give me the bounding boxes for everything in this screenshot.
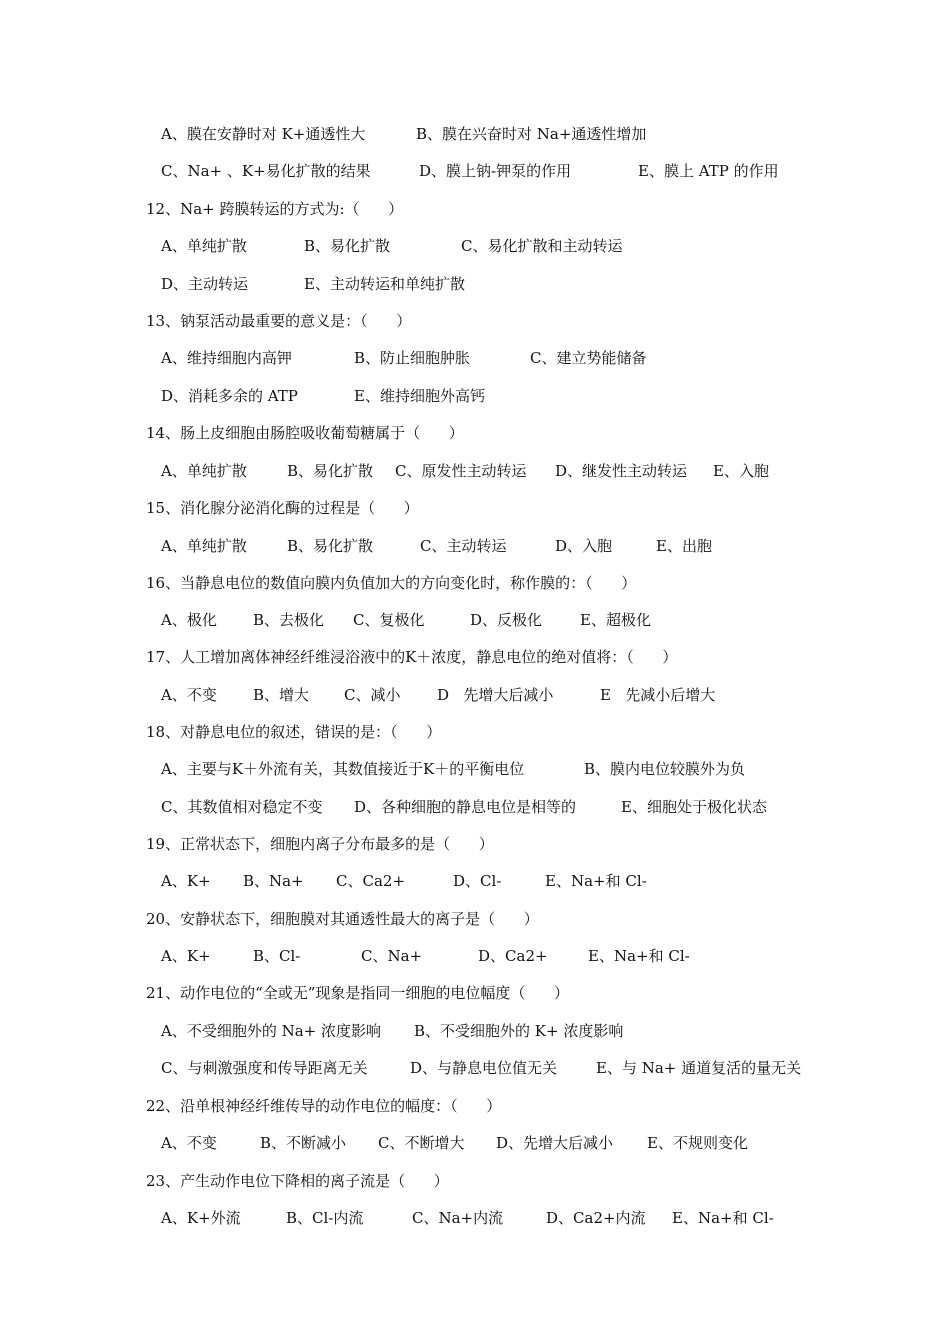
- answer-option: A、单纯扩散: [161, 537, 247, 555]
- answer-option: A、单纯扩散: [161, 237, 247, 255]
- answer-option: D、与静息电位值无关: [410, 1059, 558, 1077]
- answer-option: E、超极化: [580, 611, 651, 629]
- answer-option: C、建立势能储备: [530, 349, 647, 367]
- answer-option: B、Na+: [243, 872, 304, 890]
- answer-option: B、膜在兴奋时对 Na+通透性增加: [416, 125, 647, 143]
- answer-option: A、极化: [161, 611, 217, 629]
- answer-option: E 先减小后增大: [600, 686, 716, 704]
- answer-option: A、不变: [161, 686, 217, 704]
- options-row: [0, 682, 950, 708]
- options-row: [0, 943, 950, 969]
- answer-option: D、各种细胞的静息电位是相等的: [354, 798, 577, 816]
- answer-option: A、单纯扩散: [161, 462, 247, 480]
- options-row: [0, 868, 950, 894]
- answer-option: A、K+: [161, 947, 211, 965]
- answer-option: C、原发性主动转运: [395, 462, 527, 480]
- answer-option: E、入胞: [713, 462, 769, 480]
- answer-option: B、防止细胞肿胀: [354, 349, 471, 367]
- options-row: [0, 1130, 950, 1156]
- question-stem: 13、钠泵活动最重要的意义是：（ ）: [146, 312, 412, 330]
- answer-option: B、Cl-内流: [286, 1209, 364, 1227]
- answer-option: A、不受细胞外的 Na+ 浓度影响: [161, 1022, 382, 1040]
- options-row: [0, 458, 950, 484]
- options-row: [0, 607, 950, 633]
- options-row: [0, 794, 950, 820]
- answer-option: A、膜在安静时对 K+通透性大: [161, 125, 366, 143]
- answer-option: C、减小: [344, 686, 401, 704]
- answer-option: E、不规则变化: [647, 1134, 748, 1152]
- answer-option: B、不受细胞外的 K+ 浓度影响: [414, 1022, 624, 1040]
- answer-option: D、继发性主动转运: [555, 462, 688, 480]
- answer-option: B、易化扩散: [287, 462, 374, 480]
- answer-option: E、维持细胞外高钙: [354, 387, 485, 405]
- answer-option: A、K+: [161, 872, 211, 890]
- options-row: [0, 158, 950, 184]
- answer-option: D、主动转运: [161, 275, 249, 293]
- answer-option: E、主动转运和单纯扩散: [304, 275, 465, 293]
- answer-option: E、Na+和 Cl-: [672, 1209, 774, 1227]
- answer-option: A、维持细胞内高钾: [161, 349, 292, 367]
- question-stem: 16、当静息电位的数值向膜内负值加大的方向变化时，称作膜的：（ ）: [146, 574, 637, 592]
- options-row: [0, 1055, 950, 1081]
- answer-option: D、反极化: [470, 611, 543, 629]
- answer-option: D、膜上钠-钾泵的作用: [419, 162, 572, 180]
- answer-option: D、Ca2+内流: [546, 1209, 646, 1227]
- options-row: [0, 756, 950, 782]
- question-stem: 14、肠上皮细胞由肠腔吸收葡萄糖属于（ ）: [146, 424, 464, 442]
- options-row: [0, 383, 950, 409]
- answer-option: E、细胞处于极化状态: [621, 798, 767, 816]
- answer-option: B、不断减小: [260, 1134, 347, 1152]
- answer-option: C、Ca2+: [336, 872, 406, 890]
- answer-option: C、其数值相对稳定不变: [161, 798, 323, 816]
- answer-option: D、消耗多余的 ATP: [161, 387, 298, 405]
- answer-option: C、不断增大: [378, 1134, 465, 1152]
- question-stem: 12、Na+ 跨膜转运的方式为:（ ）: [146, 200, 404, 218]
- answer-option: C、复极化: [353, 611, 425, 629]
- options-row: [0, 345, 950, 371]
- options-row: [0, 1205, 950, 1231]
- answer-option: E、与 Na+ 通道复活的量无关: [596, 1059, 802, 1077]
- answer-option: B、易化扩散: [304, 237, 391, 255]
- answer-option: E、Na+和 Cl-: [588, 947, 690, 965]
- question-stem: 17、人工增加离体神经纤维浸浴液中的K＋浓度，静息电位的绝对值将：（ ）: [146, 648, 678, 666]
- options-row: [0, 233, 950, 259]
- answer-option: B、Cl-: [253, 947, 301, 965]
- question-stem: 18、对静息电位的叙述，错误的是：（ ）: [146, 723, 442, 741]
- answer-option: D、Ca2+: [478, 947, 548, 965]
- answer-option: B、膜内电位较膜外为负: [584, 760, 746, 778]
- question-stem: 22、沿单根神经纤维传导的动作电位的幅度：（ ）: [146, 1097, 502, 1115]
- answer-option: C、Na+ 、K+易化扩散的结果: [161, 162, 371, 180]
- question-stem: 23、产生动作电位下降相的离子流是（ ）: [146, 1172, 449, 1190]
- answer-option: E、Na+和 Cl-: [545, 872, 647, 890]
- options-row: [0, 1018, 950, 1044]
- answer-option: D 先增大后减小: [437, 686, 554, 704]
- question-stem: 20、安静状态下，细胞膜对其通透性最大的离子是（ ）: [146, 910, 539, 928]
- options-row: [0, 533, 950, 559]
- answer-option: C、Na+内流: [412, 1209, 504, 1227]
- question-stem: 21、动作电位的“全或无”现象是指同一细胞的电位幅度（ ）: [146, 984, 570, 1002]
- answer-option: D、Cl-: [453, 872, 502, 890]
- answer-option: D、先增大后减小: [496, 1134, 614, 1152]
- answer-option: E、膜上 ATP 的作用: [638, 162, 779, 180]
- answer-option: C、与刺激强度和传导距离无关: [161, 1059, 368, 1077]
- answer-option: C、易化扩散和主动转运: [461, 237, 623, 255]
- answer-option: C、Na+: [361, 947, 423, 965]
- answer-option: B、去极化: [253, 611, 325, 629]
- question-stem: 19、正常状态下，细胞内离子分布最多的是（ ）: [146, 835, 494, 853]
- answer-option: B、易化扩散: [287, 537, 374, 555]
- options-row: [0, 271, 950, 297]
- answer-option: D、入胞: [555, 537, 613, 555]
- answer-option: A、K+外流: [161, 1209, 241, 1227]
- answer-option: A、主要与K＋外流有关，其数值接近于K＋的平衡电位: [161, 760, 525, 778]
- answer-option: C、主动转运: [420, 537, 507, 555]
- answer-option: A、不变: [161, 1134, 217, 1152]
- options-row: [0, 121, 950, 147]
- answer-option: E、出胞: [656, 537, 712, 555]
- question-stem: 15、消化腺分泌消化酶的过程是（ ）: [146, 499, 419, 517]
- answer-option: B、增大: [253, 686, 310, 704]
